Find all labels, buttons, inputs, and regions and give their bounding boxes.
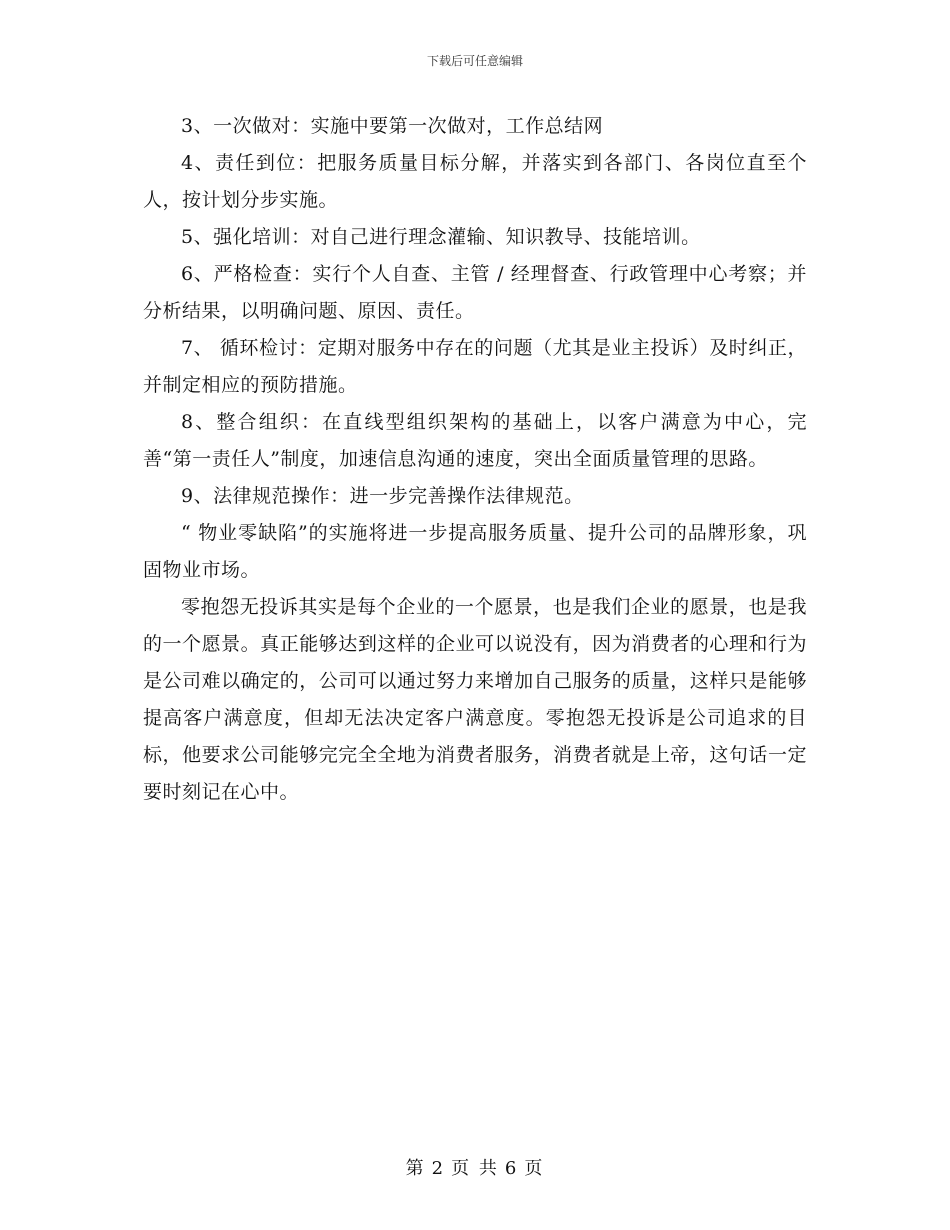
page-header: 下载后可任意编辑 [426, 54, 523, 68]
paragraph-zero-complaint: 零抱怨无投诉其实是每个企业的一个愿景，也是我们企业的愿景，也是我的一个愿景。真正能够达到这样的企业可以说没有，因为消费者的心理和行为是公司难以确定的，公司可以通过努力来增加自己服务的质量，这样只是能够提高客户满意度，但却无法决定客户满意度。零抱怨无投诉是公司追求的目标，他要求公司能够完完全全地为消费者服务，消费者就是上帝，这句话一定要时刻记在心中。 [143, 596, 807, 803]
document-body [143, 108, 807, 811]
footer-page-number: 2 [431, 1158, 446, 1179]
footer-suffix: 页 [524, 1158, 545, 1179]
paragraph-zero-defect: “ 物业零缺陷”的实施将进一步提高服务质量、提升公司的品牌形象，巩固物业市场。 [143, 522, 807, 581]
footer-prefix: 第 [405, 1158, 426, 1179]
footer-total-pages: 6 [504, 1158, 519, 1179]
paragraph-item-9: 9、法律规范操作：进一步完善操作法律规范。 [181, 485, 584, 507]
paragraph-item-4: 4、责任到位：把服务质量目标分解，并落实到各部门、各岗位直至个人，按计划分步实施。 [143, 152, 807, 211]
footer-middle: 页 共 [451, 1158, 499, 1179]
page-footer [0, 1154, 950, 1180]
paragraph-item-5: 5、强化培训：对自己进行理念灌输、知识教导、技能培训。 [181, 226, 701, 248]
paragraph-item-8: 8、整合组织：在直线型组织架构的基础上，以客户满意为中心，完善“第一责任人”制度，加速信息沟通的速度，突出全面质量管理的思路。 [143, 411, 807, 470]
paragraph-item-6: 6、严格检查：实行个人自查、主管 / 经理督查、行政管理中心考察；并分析结果，以明确问题、原因、责任。 [143, 263, 807, 322]
paragraph-item-7: 7、 循环检讨：定期对服务中存在的问题（尤其是业主投诉）及时纠正，并制定相应的预防措施。 [143, 337, 807, 396]
paragraph-item-3: 3、一次做对：实施中要第一次做对，工作总结网 [181, 115, 604, 137]
